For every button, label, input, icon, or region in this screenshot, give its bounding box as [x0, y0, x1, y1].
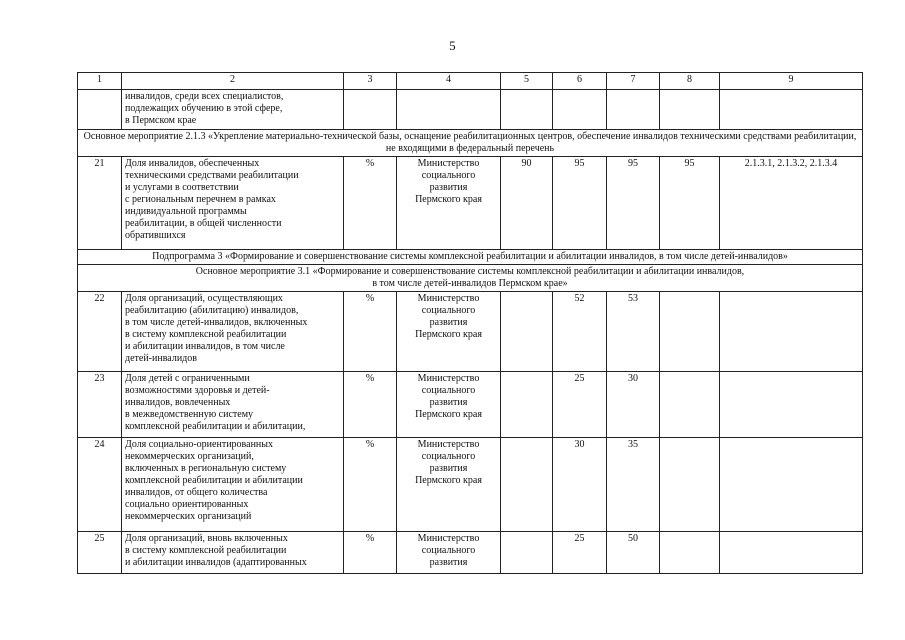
section-heading: Основное мероприятие 2.1.3 «Укрепление материально-технической базы, оснащение реабилитационных центров, обеспечение инвалидов техническими средствами реабилитации, не входящими в федеральный перечень: [78, 130, 863, 157]
value-cell: 25: [553, 532, 607, 574]
value-cell: 35: [607, 438, 660, 532]
reference-cell: 2.1.3.1, 2.1.3.2, 2.1.3.4: [720, 157, 863, 250]
value-cell: 90: [501, 157, 553, 250]
indicator-text: Доля инвалидов, обеспеченных техническими средствами реабилитации и услугами в соответствии с региональным перечнем в рамках индивидуальной программы реабилитации, в общей численности обратившихся: [122, 157, 344, 250]
column-header: 4: [397, 73, 501, 90]
column-header: 8: [660, 73, 720, 90]
value-cell: 50: [607, 532, 660, 574]
value-cell: 53: [607, 292, 660, 372]
unit-cell: %: [344, 372, 397, 438]
value-cell: 25: [553, 372, 607, 438]
value-cell: 95: [607, 157, 660, 250]
page-number: 5: [449, 38, 456, 53]
column-header-row: [78, 73, 863, 90]
value-cell: [660, 532, 720, 574]
column-header: 9: [720, 73, 863, 90]
column-header: 3: [344, 73, 397, 90]
section-row: [78, 265, 863, 292]
column-header: 1: [78, 73, 122, 90]
reference-cell: [720, 438, 863, 532]
table-row: [78, 438, 863, 532]
column-header: 6: [553, 73, 607, 90]
column-header: 2: [122, 73, 344, 90]
value-cell: 95: [660, 157, 720, 250]
value-cell: 30: [607, 372, 660, 438]
indicators-table: [77, 72, 863, 574]
row-number: 25: [78, 532, 122, 574]
reference-cell: [720, 372, 863, 438]
table-row: [78, 292, 863, 372]
indicator-text: Доля социально-ориентированных некоммерческих организаций, включенных в региональную систему комплексной реабилитации и абилитации инвалидов, от общего количества социально ориентированных некоммерческих организаций: [122, 438, 344, 532]
row-number: 21: [78, 157, 122, 250]
reference-cell: [720, 532, 863, 574]
unit-cell: %: [344, 438, 397, 532]
indicator-text: Доля организаций, вновь включенных в систему комплексной реабилитации и абилитации инвалидов (адаптированных: [122, 532, 344, 574]
table-row: [78, 532, 863, 574]
value-cell: [660, 292, 720, 372]
section-row: [78, 130, 863, 157]
executor-cell: Министерство социального развития Пермского края: [397, 372, 501, 438]
table-row: [78, 90, 863, 130]
unit-cell: %: [344, 157, 397, 250]
column-header: 7: [607, 73, 660, 90]
executor-cell: Министерство социального развития Пермского края: [397, 438, 501, 532]
value-cell: [501, 292, 553, 372]
unit-cell: %: [344, 292, 397, 372]
table-row: [78, 157, 863, 250]
reference-cell: [720, 292, 863, 372]
row-number: 23: [78, 372, 122, 438]
table-row: [78, 372, 863, 438]
row-number: 22: [78, 292, 122, 372]
value-cell: [660, 372, 720, 438]
executor-cell: Министерство социального развития Пермского края: [397, 157, 501, 250]
value-cell: [501, 532, 553, 574]
value-cell: 30: [553, 438, 607, 532]
value-cell: 95: [553, 157, 607, 250]
section-heading: Основное мероприятие 3.1 «Формирование и совершенствование системы комплексной реабилитации и абилитации инвалидов, в том числе детей-инвалидов Пермском крае»: [78, 265, 863, 292]
value-cell: 52: [553, 292, 607, 372]
indicator-text: Доля детей с ограниченными возможностями здоровья и детей- инвалидов, вовлеченных в межведомственную систему комплексной реабилитации и абилитации,: [122, 372, 344, 438]
value-cell: [501, 438, 553, 532]
value-cell: [501, 372, 553, 438]
subprogram-row: [78, 250, 863, 265]
indicator-text: инвалидов, среди всех специалистов, подлежащих обучению в этой сфере, в Пермском крае: [122, 90, 344, 130]
row-number: 24: [78, 438, 122, 532]
unit-cell: %: [344, 532, 397, 574]
column-header: 5: [501, 73, 553, 90]
subprogram-heading: Подпрограмма 3 «Формирование и совершенствование системы комплексной реабилитации и абилитации инвалидов, в том числе детей-инвалидов»: [78, 250, 863, 265]
value-cell: [660, 438, 720, 532]
executor-cell: Министерство социального развития: [397, 532, 501, 574]
indicator-text: Доля организаций, осуществляющих реабилитацию (абилитацию) инвалидов, в том числе детей-инвалидов, включенных в систему комплексной реабилитации и абилитации инвалидов, в том числе детей-инвалидов: [122, 292, 344, 372]
executor-cell: Министерство социального развития Пермского края: [397, 292, 501, 372]
